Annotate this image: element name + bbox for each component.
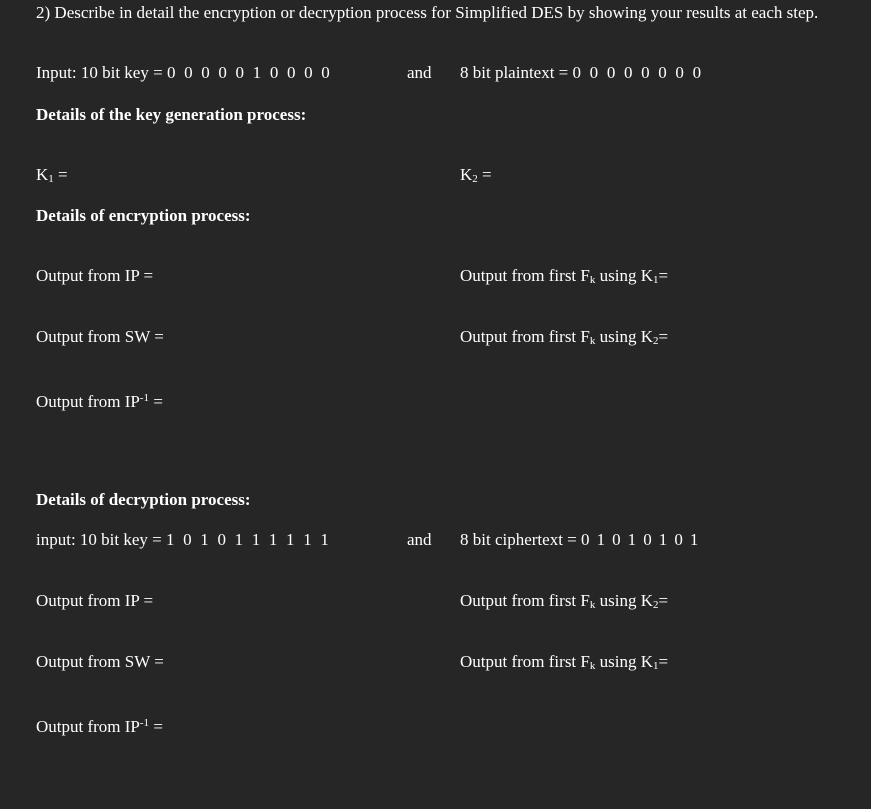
enc-ipinv-output xyxy=(36,388,163,412)
decryption-key-input xyxy=(36,530,331,550)
dec-fk2-output xyxy=(460,652,668,676)
plaintext-value: 0 0 0 0 0 0 0 0 xyxy=(572,63,704,82)
dec-fk2-eq: = xyxy=(658,652,669,671)
enc-fk2-output xyxy=(460,327,668,351)
question-text: 2) Describe in detail the encryption or decryption process for Simplified DES by showing your results at each step. xyxy=(36,3,819,22)
k1-equals: = xyxy=(53,165,68,184)
dec-fk2-sub: k xyxy=(589,660,596,672)
dec-key-value: 1 0 1 0 1 1 1 1 1 1 xyxy=(166,530,332,549)
k2-subscript: 2 xyxy=(472,173,478,185)
enc-fk1-ksub: 1 xyxy=(652,274,659,286)
dec-ip-output: Output from IP = xyxy=(36,591,154,610)
dec-fk1-sub: k xyxy=(589,599,596,611)
enc-fk2-sub: k xyxy=(589,335,596,347)
plaintext-label: 8 bit plaintext = xyxy=(460,63,573,82)
plaintext-input xyxy=(460,63,703,83)
enc-ipinv-eq: = xyxy=(149,392,163,411)
ciphertext-value: 0 1 0 1 0 1 0 1 xyxy=(581,530,700,549)
k2-label: K xyxy=(460,165,473,184)
dec-fk1-using: using K xyxy=(595,591,653,610)
k2-equals: = xyxy=(477,165,492,184)
enc-fk1-label: Output from first F xyxy=(460,266,590,285)
enc-fk2-label: Output from first F xyxy=(460,327,590,346)
k2-field xyxy=(460,165,492,189)
dec-ipinv-output xyxy=(36,713,163,737)
k1-label: K xyxy=(36,165,49,184)
dec-ipinv-label: Output from IP xyxy=(36,717,140,736)
and-connector: and xyxy=(407,63,432,82)
ciphertext-label: 8 bit ciphertext = xyxy=(460,530,582,549)
dec-fk2-label: Output from first F xyxy=(460,652,590,671)
enc-fk2-using: using K xyxy=(595,327,653,346)
dec-fk1-output xyxy=(460,591,668,615)
dec-fk1-label: Output from first F xyxy=(460,591,590,610)
dec-fk2-using: using K xyxy=(595,652,653,671)
key-label: Input: 10 bit key = xyxy=(36,63,167,82)
dec-and-connector: and xyxy=(407,530,432,549)
enc-fk2-ksub: 2 xyxy=(652,335,659,347)
enc-sw-output: Output from SW = xyxy=(36,327,164,346)
dec-ipinv-eq: = xyxy=(149,717,163,736)
decryption-heading: Details of decryption process: xyxy=(36,490,251,509)
encryption-key-input xyxy=(36,63,332,83)
enc-ipinv-sup: -1 xyxy=(139,392,150,404)
dec-key-label: input: 10 bit key = xyxy=(36,530,166,549)
k1-field xyxy=(36,165,68,189)
key-generation-heading: Details of the key generation process: xyxy=(36,105,307,124)
enc-fk1-eq: = xyxy=(658,266,669,285)
k1-subscript: 1 xyxy=(48,173,54,185)
dec-fk1-eq: = xyxy=(658,591,669,610)
dec-fk1-ksub: 2 xyxy=(652,599,659,611)
dec-fk2-ksub: 1 xyxy=(652,660,659,672)
enc-fk1-sub: k xyxy=(589,274,596,286)
dec-ipinv-sup: -1 xyxy=(139,717,150,729)
encryption-heading: Details of encryption process: xyxy=(36,206,251,225)
enc-ip-output: Output from IP = xyxy=(36,266,154,285)
enc-fk1-output xyxy=(460,266,668,290)
key-value: 0 0 0 0 0 1 0 0 0 0 xyxy=(166,63,332,82)
ciphertext-input xyxy=(460,530,700,550)
enc-fk1-using: using K xyxy=(595,266,653,285)
enc-ipinv-label: Output from IP xyxy=(36,392,140,411)
dec-sw-output: Output from SW = xyxy=(36,652,164,671)
enc-fk2-eq: = xyxy=(658,327,669,346)
